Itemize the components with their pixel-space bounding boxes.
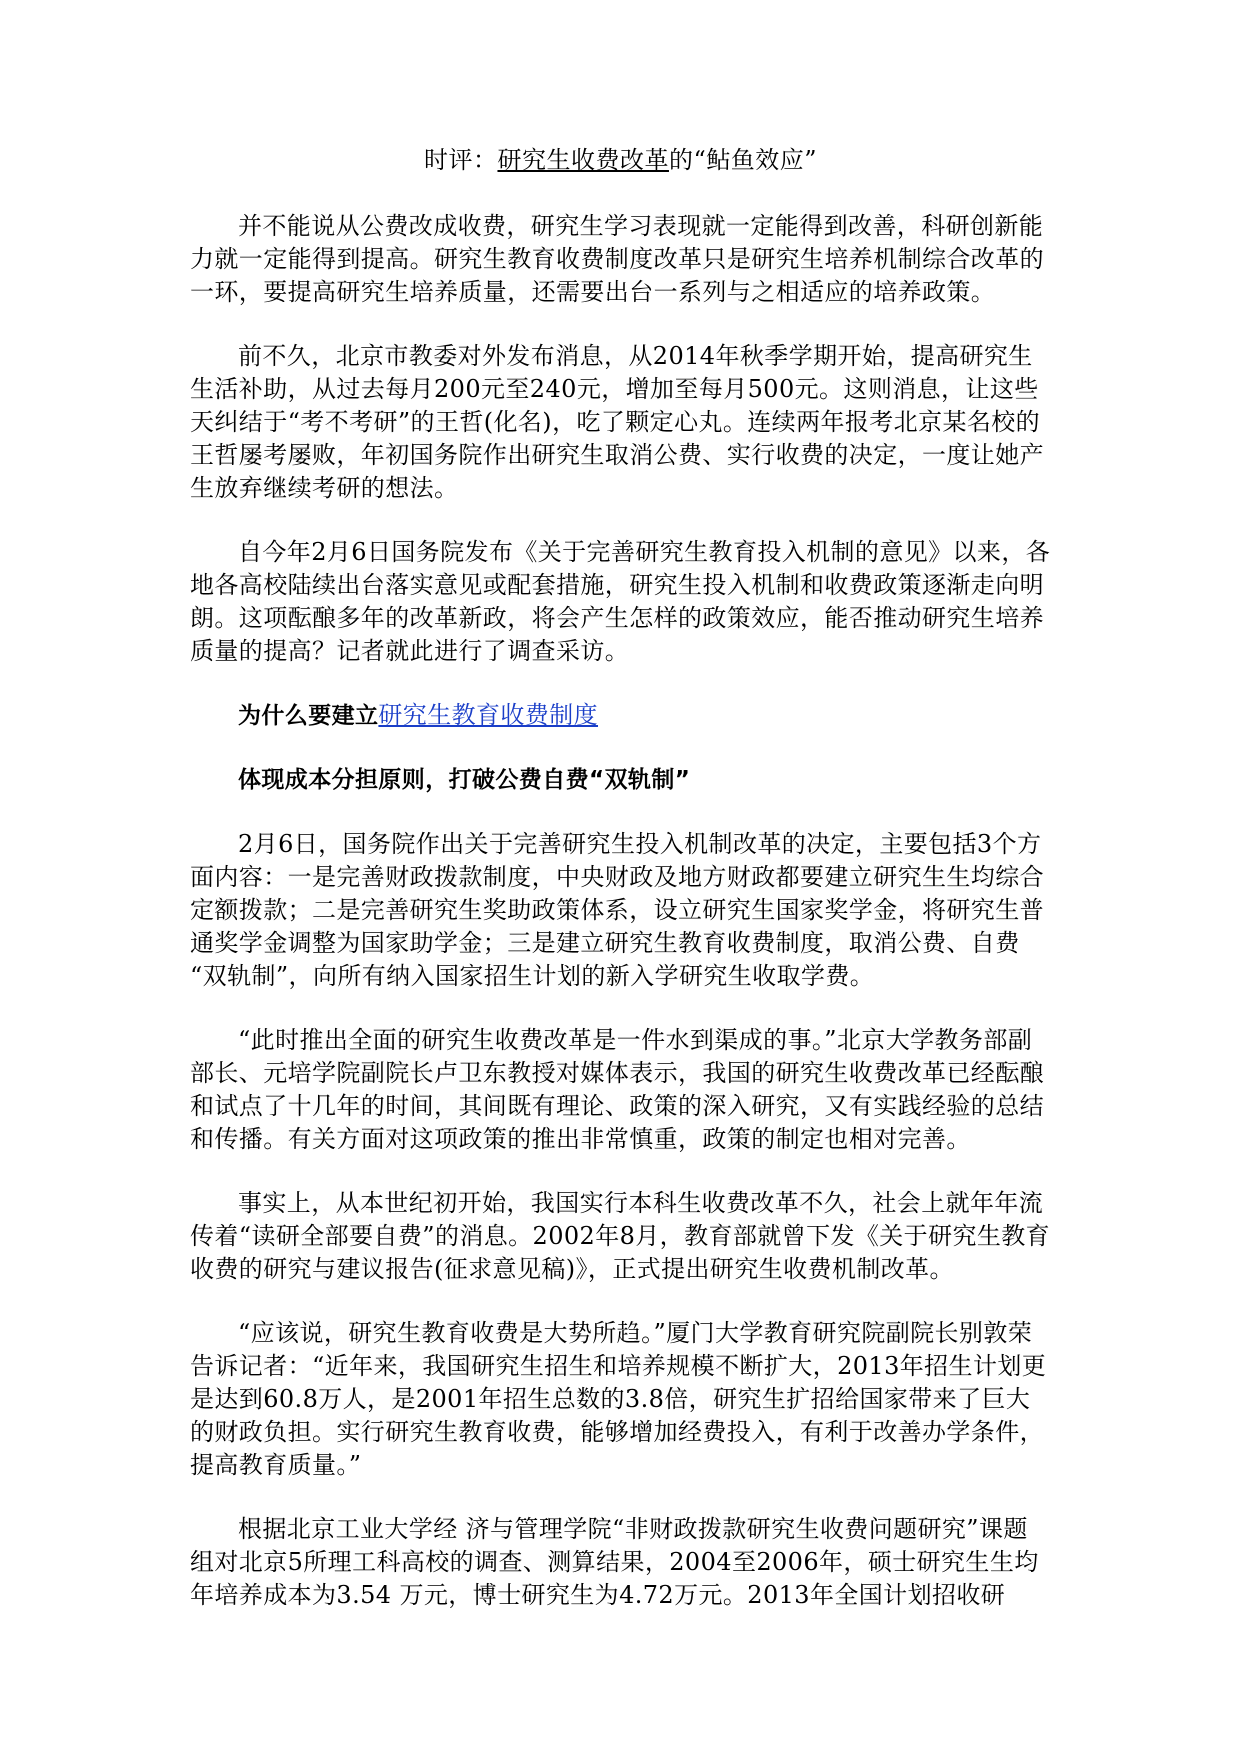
paragraph-beijing-subsidy: 前不久，北京市教委对外发布消息，从2014年秋季学期开始，提高研究生生活补助，从过去每月200元至240元，增加至每月500元。这则消息，让这些天纠结于“考不考研”的王哲(化名)，吃了颗定心丸。连续两年报考北京某名校的王哲屡考屡败，年初国务院作出研究生取消公费、实行收费的决定，一度让她产生放弃继续考研的想法。 [190, 342, 1044, 502]
section-heading-why [190, 699, 1052, 733]
paragraph-decision: 2月6日，国务院作出关于完善研究生投入机制改革的决定，主要包括3个方面内容：一是完善财政拨款制度，中央财政及地方财政都要建立研究生生均综合定额拨款；二是完善研究生奖助政策体系，设立研究生国家奖学金，将研究生普通奖学金调整为国家助学金；三是建立研究生教育收费制度，取消公费、自费 “双轨制”，向所有纳入国家招生计划的新入学研究生收取学费。 [190, 830, 1044, 990]
article-body [190, 210, 1052, 1643]
title-prefix: 时评： [423, 146, 498, 174]
section-subheading: 体现成本分担原则，打破公费自费“双轨制” [238, 767, 691, 793]
article-title [0, 143, 1241, 177]
heading-link[interactable]: 研究生教育收费制度 [378, 701, 599, 729]
paragraph-state-council: 自今年2月6日国务院发布《关于完善研究生教育投入机制的意见》以来，各地各高校陆续出台落实意见或配套措施，研究生投入机制和收费政策逐渐走向明朗。这项酝酿多年的改革新政，将会产生怎样的政策效应，能否推动研究生培养质量的提高？记者就此进行了调查采访。 [190, 538, 1051, 665]
title-suffix: 的“鲇鱼效应” [668, 146, 818, 174]
paragraph-peking-university: “此时推出全面的研究生收费改革是一件水到渠成的事。”北京大学教务部副部长、元培学院副院长卢卫东教授对媒体表示，我国的研究生收费改革已经酝酿和试点了十几年的时间，其间既有理论、政策的深入研究，又有实践经验的总结和传播。有关方面对这项政策的推出非常慎重，政策的制定也相对完善。 [190, 1026, 1044, 1153]
paragraph-history: 事实上，从本世纪初开始，我国实行本科生收费改革不久，社会上就年年流传着“读研全部要自费”的消息。2002年8月，教育部就曾下发《关于研究生教育收费的研究与建议报告(征求意见稿)》，正式提出研究生收费机制改革。 [190, 1189, 1051, 1283]
heading-prefix: 为什么要建立 [238, 703, 379, 729]
paragraph-xiamen-university: “应该说，研究生教育收费是大势所趋。”厦门大学教育研究院副院长别敦荣告诉记者：“近年来，我国研究生招生和培养规模不断扩大，2013年招生计划更是达到60.8万人，是2001年招生总数的3.8倍，研究生扩招给国家带来了巨大的财政负担。实行研究生教育收费，能够增加经费投入，有利于改善办学条件，提高教育质量。” [190, 1319, 1047, 1479]
paragraph-cost-survey: 根据北京工业大学经 济与管理学院“非财政拨款研究生收费问题研究”课题组对北京5所理工科高校的调查、测算结果，2004至2006年，硕士研究生生均年培养成本为3.54 万元，博士研究生为4.72万元。2013年全国计划招收研 [190, 1515, 1039, 1609]
title-link[interactable]: 研究生收费改革 [497, 146, 669, 174]
paragraph-intro: 并不能说从公费改成收费，研究生学习表现就一定能得到改善，科研创新能力就一定能得到提高。研究生教育收费制度改革只是研究生培养机制综合改革的一环，要提高研究生培养质量，还需要出台一系列与之相适应的培养政策。 [190, 212, 1044, 306]
